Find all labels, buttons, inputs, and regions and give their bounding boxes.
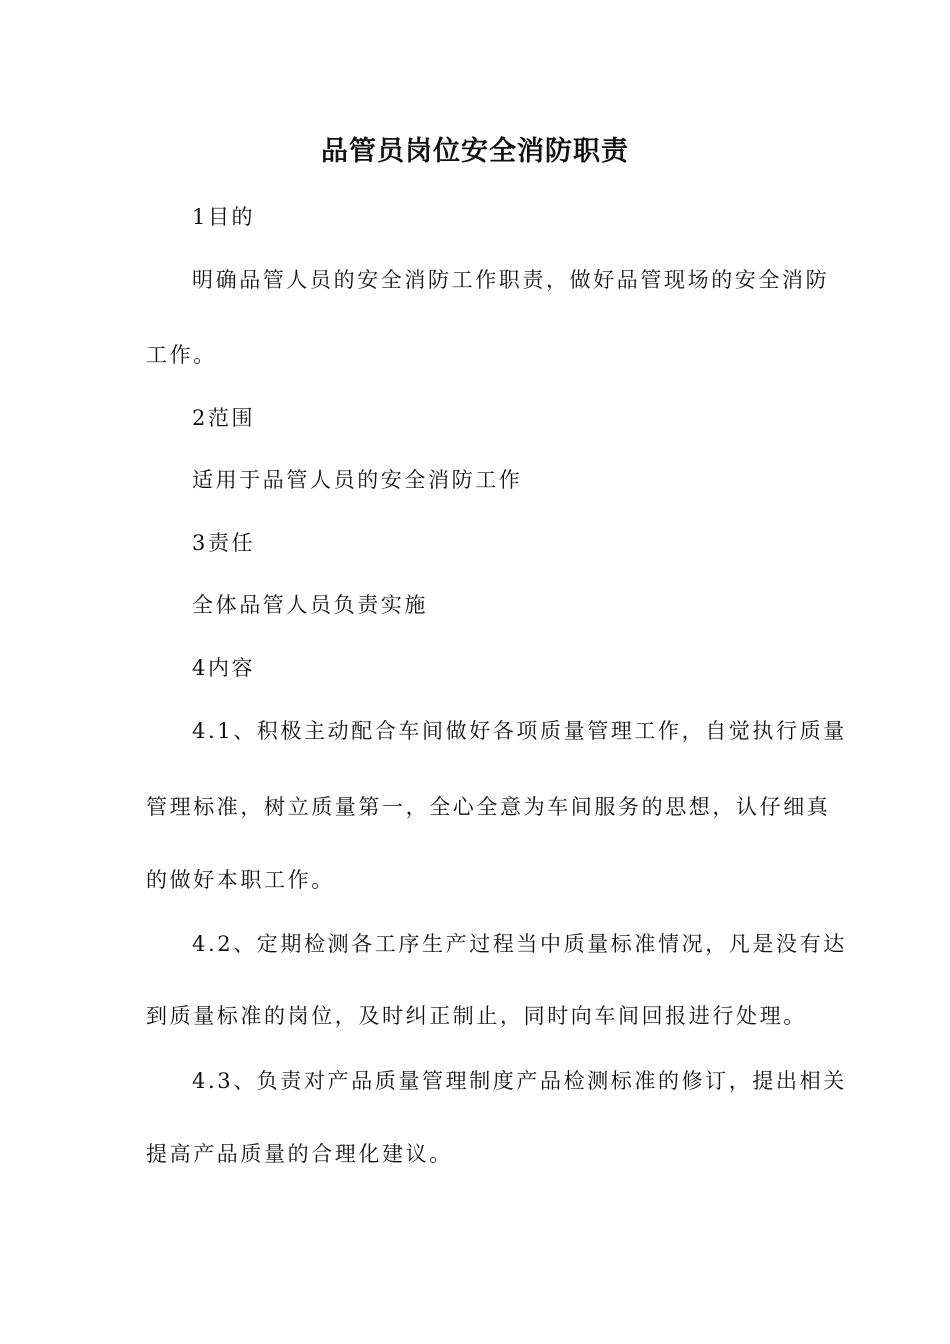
- paragraph-line: 4.3、负责对产品质量管理制度产品检测标准的修订，提出相关: [192, 1069, 847, 1093]
- section-heading-content: 4内容: [192, 656, 256, 680]
- paragraph-line: 到质量标准的岗位，及时纠正制止，同时向车间回报进行处理。: [146, 1004, 807, 1028]
- paragraph-line: 明确品管人员的安全消防工作职责，做好品管现场的安全消防: [192, 268, 830, 292]
- section-heading-purpose: 1目的: [192, 205, 256, 229]
- paragraph-line: 4.1、积极主动配合车间做好各项质量管理工作，自觉执行质量: [192, 719, 847, 743]
- section-heading-responsibility: 3责任: [192, 531, 256, 555]
- document-title: 品管员岗位安全消防职责: [321, 136, 629, 167]
- paragraph-line: 全体品管人员负责实施: [192, 593, 428, 617]
- section-heading-scope: 2范围: [192, 406, 256, 430]
- paragraph-line: 提高产品质量的合理化建议。: [146, 1142, 453, 1166]
- paragraph-line: 的做好本职工作。: [146, 868, 335, 892]
- paragraph-line: 适用于品管人员的安全消防工作: [192, 468, 523, 492]
- paragraph-line: 工作。: [146, 343, 217, 367]
- paragraph-line: 4.2、定期检测各工序生产过程当中质量标准情况，凡是没有达: [192, 932, 847, 956]
- paragraph-line: 管理标准，树立质量第一，全心全意为车间服务的思想，认仔细真: [146, 795, 831, 819]
